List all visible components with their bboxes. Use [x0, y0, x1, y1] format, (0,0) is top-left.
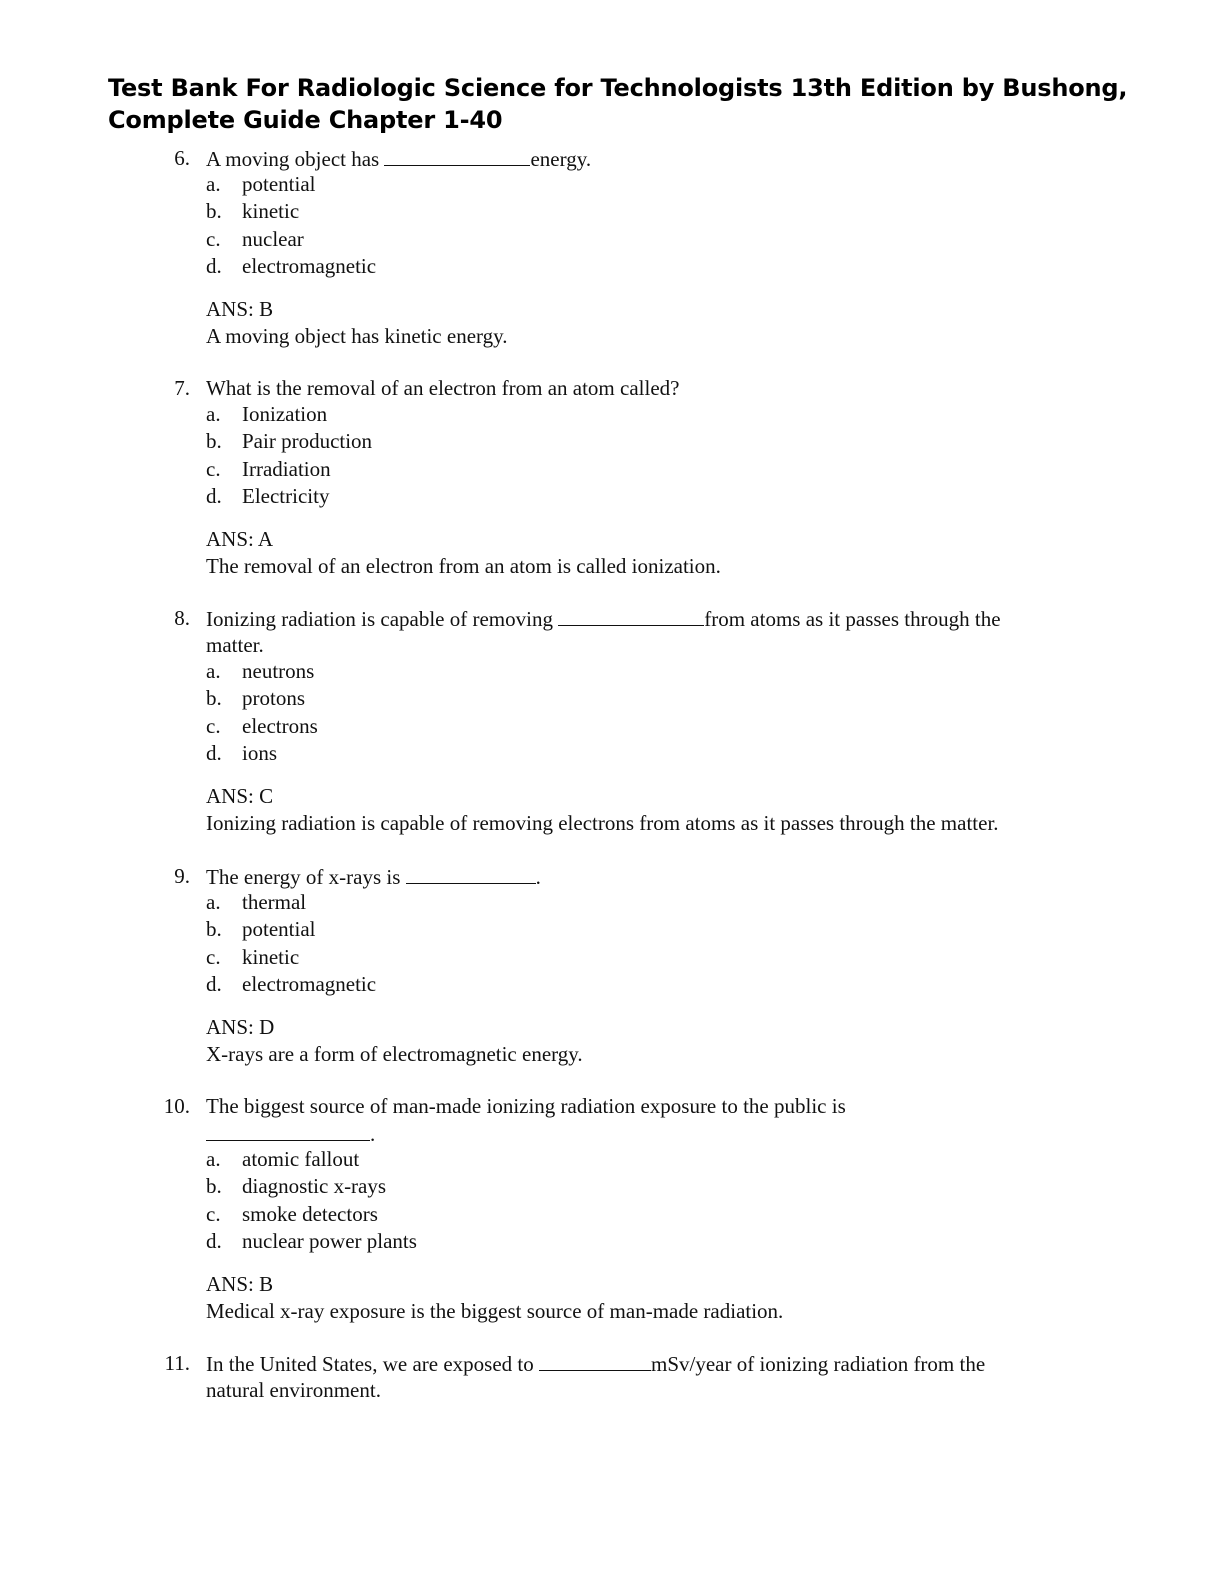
option-letter: b.	[206, 1174, 222, 1198]
option-c	[206, 456, 331, 483]
option-text: Irradiation	[242, 457, 331, 481]
option-b	[206, 428, 372, 455]
stem-text-after: energy.	[530, 147, 592, 171]
option-text: nuclear power plants	[242, 1229, 417, 1253]
option-d	[206, 253, 376, 280]
answer-key: ANS: A	[206, 527, 274, 551]
option-b	[206, 1173, 386, 1200]
answer-rationale: The removal of an electron from an atom is called ionization.	[206, 554, 721, 578]
answer-key: ANS: B	[206, 297, 274, 321]
question-stem	[206, 1350, 1106, 1378]
stem-text-after: .	[535, 865, 541, 889]
option-letter: c.	[206, 714, 221, 738]
question-number: 6.	[174, 146, 190, 170]
option-text: ions	[242, 741, 278, 765]
option-letter: d.	[206, 1229, 222, 1253]
option-text: nuclear	[242, 227, 304, 251]
stem-text-after: from atoms as it passes through the	[704, 607, 1001, 631]
answer-rationale: Ionizing radiation is capable of removing electrons from atoms as it passes through the matter.	[206, 811, 999, 835]
fill-in-blank	[406, 863, 536, 884]
option-text: potential	[242, 172, 316, 196]
option-letter: d.	[206, 254, 222, 278]
option-letter: d.	[206, 484, 222, 508]
question-number: 10.	[163, 1094, 190, 1118]
option-b	[206, 198, 299, 225]
option-text: diagnostic x-rays	[242, 1174, 387, 1198]
question-number: 9.	[174, 864, 190, 888]
answer-rationale: X-rays are a form of electromagnetic energy.	[206, 1042, 583, 1066]
option-letter: c.	[206, 945, 221, 969]
option-text: electromagnetic	[242, 972, 377, 996]
option-d	[206, 740, 277, 767]
question-stem: What is the removal of an electron from an atom called?	[206, 376, 680, 400]
stem-text-before: In the United States, we are exposed to	[206, 1352, 539, 1376]
option-d	[206, 971, 376, 998]
stem-text-after: .	[370, 1122, 376, 1146]
option-letter: a.	[206, 402, 221, 426]
question-stem	[206, 145, 1106, 173]
question-stem	[206, 863, 1106, 891]
option-letter: a.	[206, 172, 221, 196]
option-text: thermal	[242, 890, 307, 914]
question-number: 8.	[174, 606, 190, 630]
answer-key: ANS: C	[206, 784, 274, 808]
option-d	[206, 1228, 417, 1255]
option-c	[206, 944, 299, 971]
option-letter: b.	[206, 429, 222, 453]
question-stem-continuation: matter.	[206, 633, 264, 657]
answer-rationale: A moving object has kinetic energy.	[206, 324, 508, 348]
stem-text-after: mSv/year of ionizing radiation from the	[651, 1352, 986, 1376]
option-letter: a.	[206, 890, 221, 914]
question-number: 11.	[164, 1351, 190, 1375]
option-letter: c.	[206, 227, 221, 251]
option-a	[206, 889, 306, 916]
option-text: electrons	[242, 714, 318, 738]
option-text: potential	[242, 917, 316, 941]
document-title-line-2: Complete Guide Chapter 1-40	[108, 106, 503, 134]
option-letter: d.	[206, 972, 222, 996]
option-b	[206, 685, 305, 712]
option-letter: c.	[206, 1202, 221, 1226]
option-c	[206, 226, 304, 253]
answer-key: ANS: B	[206, 1272, 274, 1296]
question-stem	[206, 605, 1106, 633]
option-letter: a.	[206, 1147, 221, 1171]
option-text: kinetic	[242, 945, 300, 969]
option-b	[206, 916, 315, 943]
option-a	[206, 658, 314, 685]
option-letter: b.	[206, 686, 222, 710]
option-text: atomic fallout	[242, 1147, 360, 1171]
fill-in-blank	[206, 1120, 370, 1141]
option-text: Ionization	[242, 402, 328, 426]
option-c	[206, 1201, 378, 1228]
question-number: 7.	[174, 376, 190, 400]
option-a	[206, 401, 327, 428]
option-a	[206, 1146, 359, 1173]
option-a	[206, 171, 315, 198]
document-title-line-1: Test Bank For Radiologic Science for Technologists 13th Edition by Bushong,	[108, 74, 1128, 102]
answer-key: ANS: D	[206, 1015, 275, 1039]
option-letter: c.	[206, 457, 221, 481]
option-letter: d.	[206, 741, 222, 765]
fill-in-blank	[384, 145, 530, 166]
option-text: protons	[242, 686, 305, 710]
document-title	[108, 72, 1148, 136]
fill-in-blank	[539, 1350, 651, 1371]
option-text: Electricity	[242, 484, 330, 508]
answer-rationale: Medical x-ray exposure is the biggest source of man-made radiation.	[206, 1299, 784, 1323]
option-text: Pair production	[242, 429, 373, 453]
option-text: smoke detectors	[242, 1202, 378, 1226]
option-d	[206, 483, 329, 510]
stem-text-before: A moving object has	[206, 147, 385, 171]
option-letter: b.	[206, 917, 222, 941]
fill-in-blank	[558, 605, 704, 626]
question-stem-continuation: natural environment.	[206, 1378, 381, 1402]
option-text: kinetic	[242, 199, 300, 223]
question-stem-continuation	[206, 1120, 1106, 1148]
option-letter: a.	[206, 659, 221, 683]
question-stem: The biggest source of man-made ionizing radiation exposure to the public is	[206, 1094, 846, 1118]
option-text: neutrons	[242, 659, 315, 683]
option-c	[206, 713, 318, 740]
stem-text-before: The energy of x-rays is	[206, 865, 406, 889]
option-letter: b.	[206, 199, 222, 223]
stem-text-before: Ionizing radiation is capable of removing	[206, 607, 559, 631]
option-text: electromagnetic	[242, 254, 377, 278]
